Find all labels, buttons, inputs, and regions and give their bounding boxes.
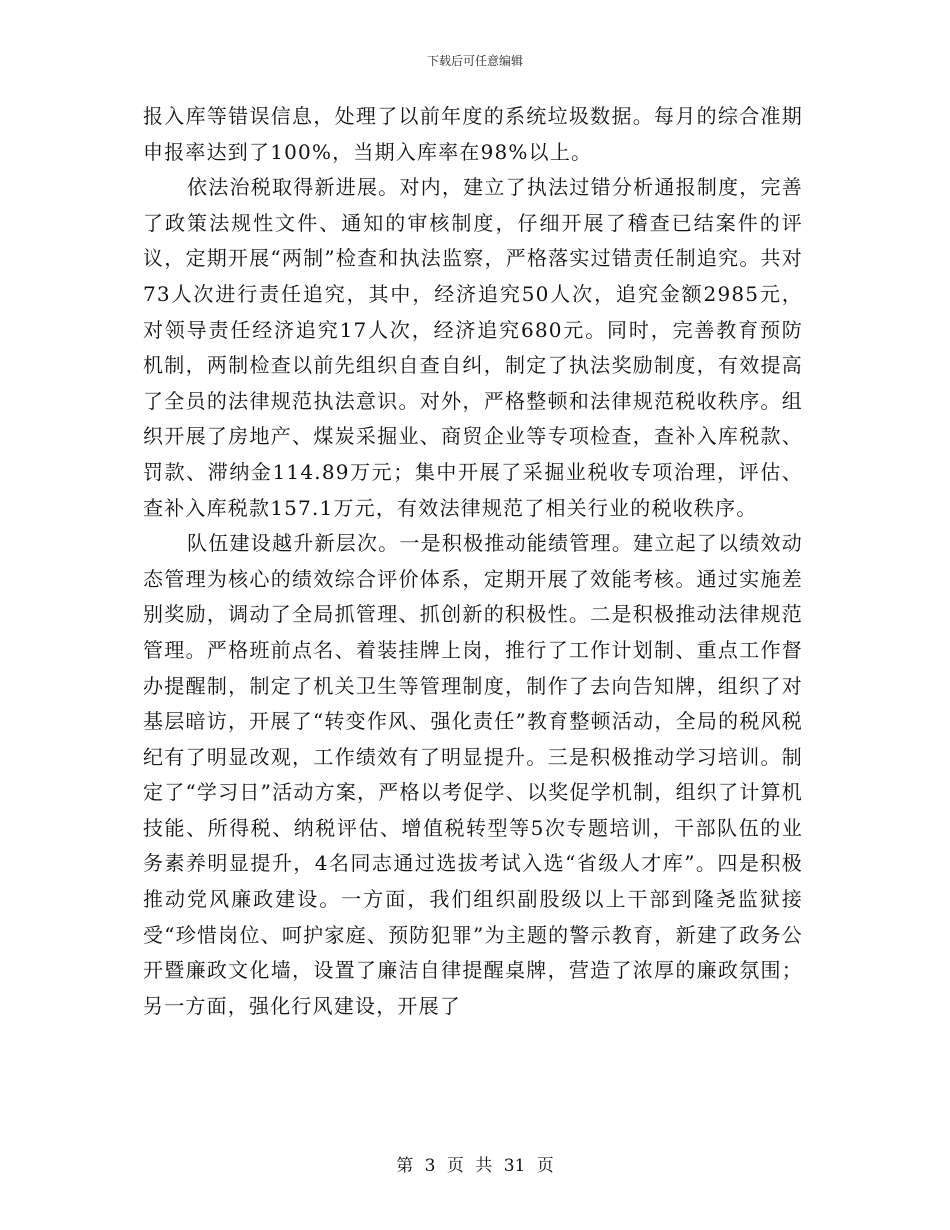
paragraph-continuation: 报入库等错误信息，处理了以前年度的系统垃圾数据。每月的综合准期申报率达到了100%，当期入库率在98%以上。: [143, 104, 803, 164]
document-body: [143, 99, 803, 1024]
paragraph-rule-of-law: 依法治税取得新进展。对内，建立了执法过错分析通报制度，完善了政策法规性文件、通知的审核制度，仔细开展了稽查已结案件的评议，定期开展“两制”检查和执法监察，严格落实过错责任制追究。共对73人次进行责任追究，其中，经济追究50人次，追究金额2985元，对领导责任经济追究17人次，经济追究680元。同时，完善教育预防机制，两制检查以前先组织自查自纠，制定了执法奖励制度，有效提高了全员的法律规范执法意识。对外，严格整顿和法律规范税收秩序。组织开展了房地产、煤炭采掘业、商贸企业等专项检查，查补入库税款、罚款、滞纳金114.89万元；集中开展了采掘业税收专项治理，评估、查补入库税款157.1万元，有效法律规范了相关行业的税收秩序。: [143, 175, 803, 520]
paragraph-team-building: 队伍建设越升新层次。一是积极推动能绩管理。建立起了以绩效动态管理为核心的绩效综合评价体系，定期开展了效能考核。通过实施差别奖励，调动了全局抓管理、抓创新的积极性。二是积极推动法律规范管理。严格班前点名、着装挂牌上岗，推行了工作计划制、重点工作督办提醒制，制定了机关卫生等管理制度，制作了去向告知牌，组织了对基层暗访，开展了“转变作风、强化责任”教育整顿活动，全局的税风税纪有了明显改观，工作绩效有了明显提升。三是积极推动学习培训。制定了“学习日”活动方案，严格以考促学、以奖促学机制，组织了计算机技能、所得税、纳税评估、增值税转型等5次专题培训，干部队伍的业务素养明显提升，4名同志通过选拔考试入选“省级人才库”。四是积极推动党风廉政建设。一方面，我们组织副股级以上干部到隆尧监狱接受“珍惜岗位、呵护家庭、预防犯罪”为主题的警示教育，新建了政务公开暨廉政文化墙，设置了廉洁自律提醒桌牌，营造了浓厚的廉政氛围；另一方面，强化行风建设，开展了: [143, 531, 803, 1018]
page-header: 下载后可任意编辑: [426, 54, 523, 68]
page-number-footer: 第 3 页 共 31 页: [396, 1156, 554, 1176]
